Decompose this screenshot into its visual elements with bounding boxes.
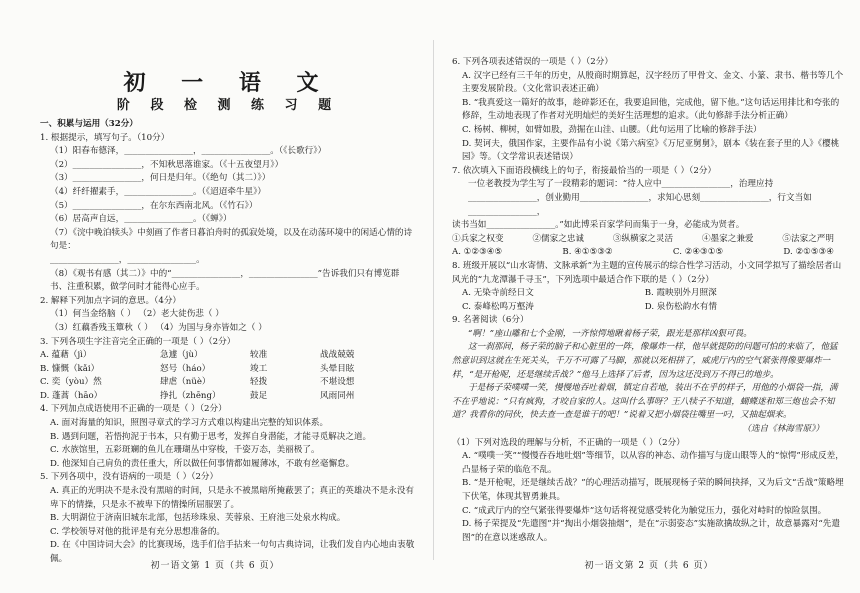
page-divider: [433, 40, 434, 560]
right-page: [438, 0, 860, 593]
q9-option-a: A. “噗噗一笑”“慢慢吞吞地吐烟”等细节，以从容的神态、动作描写与庞山眼等人的“惊愕”形成反差，凸显杨子荣的临危不乱。: [462, 451, 844, 475]
q3-option-c: C. 奕（yòu）然 肆虐（nüè） 轻拨 不堪设想: [40, 377, 355, 388]
q8-choices-row-1: A. 无染寺前经日文 B. 霞映别外月照深: [462, 288, 717, 299]
q6-option-c: C. 杨树、柳树，如臂如股，劲掘在山洼、山腰。（此句运用了比喻的修辞手法）: [462, 124, 762, 135]
page-footer-1: 初一语文第 1 页（共 6 页）: [150, 561, 280, 571]
q7-passage-end: 读书当如________________。”如此博采百家学问而集于一身，必能成为贤者。: [452, 220, 745, 231]
q9-option-d: D. 杨子荣提及“先遣图”并“掏出小烟袋抽烟”，是在“示弱姿态”实施欲擒故纵之计，故意暴露对“先遣图”的在意以迷惑敌人。: [462, 519, 840, 543]
page-title: 初 一 语 文: [123, 70, 333, 96]
question-5-stem: 5. 下列各项中，没有语病的一项是（ ）（2分）: [40, 472, 219, 483]
q7-sentence-options: ①兵家之权变 ②儒家之忠诚 ③纵横家之灵活 ④墨家之兼爱 ⑤法家之严明: [452, 233, 834, 244]
question-1-stem: 1. 根据提示，填写句子。（10分）: [40, 132, 170, 143]
q5-option-d: D. 在《中国诗词大会》的比赛现场，选手们信手拈来一句句古典诗词，让我们发自内心地由衷敬佩。: [50, 540, 415, 564]
q1-item-8: （8）《观书有感（其二）》中的“________________，________________”告诉我们只有博览群书、注重积累，做学问时才能得心应手。: [50, 268, 400, 293]
q6-option-a: A. 汉字已经有三千年的历史，从殷商时期算起，汉字经历了甲骨文、金文、小篆、隶书、楷书等几个主要发展阶段。（文化常识表述正确）: [462, 70, 844, 95]
q1-item-1: （1）阳春布德泽，________________，________________。（《长歌行》）: [50, 146, 327, 157]
reading-passage-p1: “啊！”座山雕和七个金刚，一齐惊愕地瞅着杨子荣，跟光是那样凶狠可畏。: [468, 328, 752, 339]
q1-item-2: （2）________________，不知秋思落谁家。（《十五夜望月》）: [50, 159, 284, 170]
question-9-stem: 9. 名著阅读（6分）: [452, 315, 529, 326]
reading-passage-p2: 这一刹那间，杨子荣的脑子和心脏里的一阵，像爆炸一样，他早就提防的问题可怕的来临了，他猛然意识到这就在生死关头，千万不可露了马脚，那就以死相拼了，威虎厅内的空气紧张得像要爆炸一样，“是开枪呢，还是继续舌战？”他马上选择了后者，因为这还没到万不得已的地步。: [452, 342, 838, 380]
q2-row-1: （1）何当金络脑（ ） （2）老大徒伤悲（ ）: [50, 309, 224, 320]
page-subtitle: 阶 段 检 测 练 习 题: [116, 98, 340, 113]
q1-item-7: （7）《浣中晚泊犊头》中刻画了作者日暮泊舟时的孤寂处境，以及在动荡环境中的闲适心情的诗句是：: [50, 227, 413, 252]
q1-item-5: （5）________________，在尔东西南北风。（《竹石》）: [50, 200, 258, 211]
reading-passage-p3: 于是杨子荣噗噗一笑，慢慢地吞吐着烟，镇定自若地，装出不在乎的样子，用他的小烟袋一指，满不在乎地说：“只有疯狗，才咬自家的人。这叫什么事呀？王八犊子不知道，蝴蝶迷和郑三炮也会不知道？我看你的同伙，快去查一查是谁干的吧！”说着又把小烟袋往嘴里一叼，又抽起烟来。: [452, 383, 838, 421]
question-6-stem: 6. 下列各项表述错误的一项是（ ）（2分）: [452, 57, 613, 67]
passage-source: （选自《林海雪原》）: [742, 424, 824, 435]
q4-option-b: B. 遇到问题，若悟拘泥于书本，只有勤于思考，发挥自身潜能，才能寻觅解决之道。: [50, 431, 372, 442]
q6-option-b: B. “我真爱这一篇好的故事，趁碎影还在，我要追回他，完成他，留下他。”这句话运用排比和夸张的修辞，生动地表现了作者对光明灿烂的美好生活理想的追求。（此句修辞手法分析正确）: [462, 97, 840, 122]
question-7-stem: 7. 依次填入下面语段横线上的句子，衔接最恰当的一项是（ ）（2分）: [452, 165, 717, 176]
q5-option-c: C. 学校领导对他的批评是有充分思想准备的。: [50, 526, 226, 537]
q9-sub-1-stem: （1）下列对选段的理解与分析，不正确的一项是（ ）（2分）: [452, 437, 685, 448]
page-footer-2: 初一语文第 2 页（共 6 页）: [584, 561, 714, 571]
q9-option-c: C. “成武厅内的空气紧张得要爆炸”这句话将视觉感受转化为触觉压力，强化对峙时的惊险氛围。: [462, 505, 827, 516]
q4-option-d: D. 他深知自己肩负的责任重大，所以做任何事情都如履薄冰，不敢有丝毫懈怠。: [50, 458, 355, 469]
q3-option-d: D. 蓬蒿（hāo） 挣扎（zhēng） 鼓足 风雨同州: [40, 390, 355, 401]
q5-option-b: B. 大明湖位于济南旧城东北部，包括珍珠泉、芙蓉泉、王府池三处泉水构成。: [50, 513, 346, 524]
q1-item-3: （3）________________，何日是归年。（《绝句（其二）》）: [50, 173, 271, 184]
q4-option-a: A. 面对海量的知识，照图寻章式的学习方式难以构建出完整的知识体系。: [50, 418, 329, 429]
q3-option-b: B. 慷慨（kǎi） 怒号（háo） 竣工 头晕目眩: [40, 363, 355, 374]
q7-passage: 一位老教授为学生写了一段精彩的题词：“待人应中________________，治理应持________________，创业勤用________________，求知心思刻________________，行文当如________________，: [468, 179, 812, 217]
question-2-stem: 2. 解释下列加点字词的意思。（4分）: [40, 295, 182, 306]
q6-option-d: D. 契诃夫，俄国作家，主要作品有小说《第六病室》《万尼亚舅舅》，剧本《装在套子里的人》《樱桃园》等。（文学常识表述错误）: [462, 138, 840, 163]
q1-item-4: （4）纤纤擢素手，________________。（《迢迢牵牛星》）: [50, 186, 267, 197]
q5-option-a: A. 真正的光明决不是永没有黑暗的时间，只是永不被黑暗所掩蔽罢了；真正的英雄决不是永没有卑下的情操，只是永不被卑下的情操所屈服罢了。: [50, 486, 415, 510]
q1-item-6: （6）居高声自远，________________。（《蝉》）: [50, 214, 232, 225]
section-heading: 一、积累与运用（32分）: [40, 119, 138, 129]
q4-option-c: C. 水族馆里，五彩斑斓的鱼儿在珊瑚丛中穿梭，千姿万态，美丽极了。: [50, 445, 320, 456]
q8-choices-row-2: C. 泰峰松鸣万壑涛 D. 泉伤松韵水有情: [462, 301, 717, 312]
question-4-stem: 4. 下列加点成语使用不正确的一项是（ ）（2分）: [40, 404, 227, 415]
q9-option-b: B. “是开枪呢，还是继续舌战？”的心理活动描写，既展现杨子荣的瞬间抉择，又为后文“舌战”策略埋下伏笔，体现其智勇兼具。: [462, 478, 844, 502]
q3-option-a: A. 蕴藉（jì） 急遽（jù） 较准 战战兢兢: [40, 350, 355, 361]
q1-item-7-blanks: ________________，________________。: [50, 254, 205, 265]
question-8-stem: 8. 班级开展以“山水寄情、文脉承新”为主题的宣传展示的综合性学习活动，小文同学拟写了描绘居者山风光的“九龙潭瀑千寻玉”，下列选项中最适合作下联的是（ ）（2分）: [452, 260, 842, 285]
question-3-stem: 3. 下列各项生字注音完全正确的一项是（ ）（2分）: [40, 336, 236, 347]
q2-row-2: （3）红藕香残玉簟秋（ ） （4）为国与身亦皆如之（ ）: [50, 322, 267, 333]
q7-choices: A. ①②③④⑤ B. ④①⑤③② C. ②④③①⑤ D. ②①⑤③④: [452, 247, 834, 258]
